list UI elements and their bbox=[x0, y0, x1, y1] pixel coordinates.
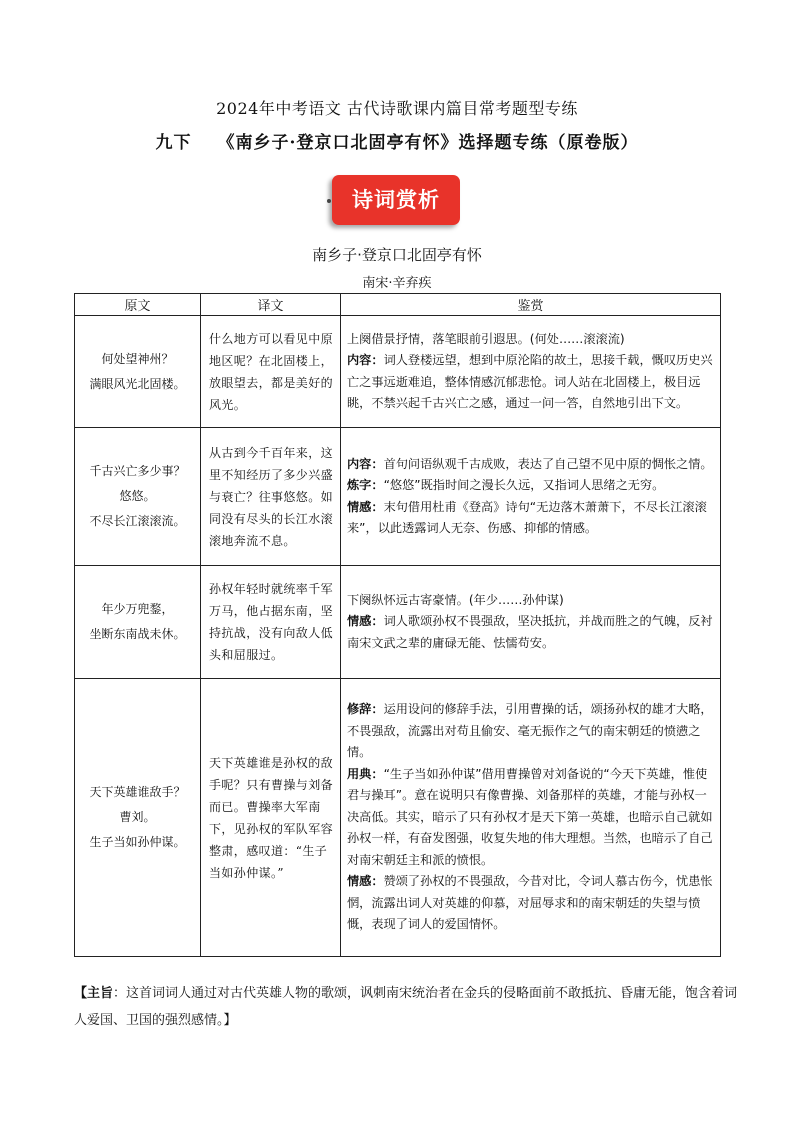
appreciation-label: 内容： bbox=[347, 353, 384, 367]
table-row bbox=[75, 566, 721, 679]
original-line: 生子当如孙仲谋。 bbox=[89, 835, 186, 849]
table-row bbox=[75, 428, 721, 566]
translation-cell: 从古到今千百年来，这里不知经历了多少兴盛与衰亡？往事悠悠。如同没有尽头的长江水滚滚地奔流不息。 bbox=[201, 428, 341, 566]
section-badge bbox=[332, 175, 460, 225]
original-line: 不尽长江滚滚流。 bbox=[89, 514, 186, 528]
appreciation-label: 炼字： bbox=[347, 478, 384, 492]
original-cell bbox=[75, 428, 201, 566]
appreciation-label: 情感： bbox=[347, 874, 384, 889]
translation-cell: 孙权年轻时就统率千军万马，他占据东南，坚持抗战，没有向敌人低头和屈服过。 bbox=[201, 566, 341, 679]
appreciation-label: 用典： bbox=[347, 766, 384, 781]
appreciation-text: 首句问语纵观千古成败，表达了自己望不见中原的惆怅之情。 bbox=[383, 456, 713, 471]
original-line: 年少万兜鍪， bbox=[101, 602, 174, 616]
original-cell bbox=[75, 316, 201, 428]
appreciation-text: 词人登楼远望，想到中原沦陷的故土，思接千载，慨叹历史兴亡之事远逝难追，整体情感沉郁悲怆。词人站在北固楼上，极目远眺，不禁兴起千古兴亡之感，通过一问一答，自然地引出下文。 bbox=[347, 353, 713, 410]
lesson-label: 九下 bbox=[155, 133, 192, 153]
theme-text: ：这首词词人通过对古代英雄人物的歌颂，讽刺南宋统治者在金兵的侵略面前不敢抵抗、昏庸无能，饱含着词人爱国、卫国的强烈感情。】 bbox=[74, 986, 738, 1028]
appreciation-text: 下阕纵怀远古寄豪情。(年少……孙仲谋) bbox=[347, 592, 564, 607]
table-row bbox=[75, 316, 721, 428]
header-original: 原文 bbox=[75, 294, 201, 316]
appreciation-cell bbox=[341, 316, 721, 428]
appreciation-text: “生子当如孙仲谋”借用曹操曾对刘备说的“今天下英雄，惟使君与操耳”。意在说明只有像曹操、刘备那样的英雄，才能与孙权一决高低。其实，暗示了只有孙权才是天下第一英雄，也暗示自己就如孙权一样，有奋发图强，收复失地的伟大理想。当然，也暗示了自己对南宋朝廷主和派的愤恨。 bbox=[347, 766, 713, 867]
document-title: 2024年中考语文 古代诗歌课内篇目常考题型专练 bbox=[216, 99, 578, 118]
theme-summary bbox=[74, 980, 742, 1034]
appreciation-text: 末句借用杜甫《登高》诗句“无边落木萧萧下，不尽长江滚滚来”，以此透露词人无奈、伤感、抑郁的情感。 bbox=[347, 499, 707, 535]
theme-label: 【主旨 bbox=[74, 986, 114, 1001]
appreciation-text: 赞颂了孙权的不畏强敌，今昔对比，令词人慕古伤今，忧患怅惘，流露出词人对英雄的仰慕，对屈辱求和的南宋朝廷的失望与愤慨，表现了词人的爱国情怀。 bbox=[347, 874, 713, 932]
translation-cell: 天下英雄谁是孙权的敌手呢？只有曹操与刘备而已。曹操率大军南下，见孙权的军队军容整肃，感叹道：“生子当如孙仲谋。” bbox=[201, 679, 341, 957]
table-row bbox=[75, 679, 721, 957]
table-header-row bbox=[75, 294, 721, 316]
original-line: 悠悠。 bbox=[119, 489, 156, 503]
original-cell bbox=[75, 566, 201, 679]
bullet-dot bbox=[327, 199, 331, 203]
original-line: 满眼风光北固楼。 bbox=[89, 376, 186, 391]
appreciation-label: 情感： bbox=[347, 614, 384, 629]
header-translation: 译文 bbox=[201, 294, 341, 316]
original-line: 何处望神州？ bbox=[101, 351, 174, 366]
original-line: 天下英雄谁敌手？ bbox=[89, 785, 186, 799]
appreciation-label: 修辞： bbox=[347, 702, 384, 717]
appreciation-text: “悠悠”既指时间之漫长久远，又指词人思绪之无穷。 bbox=[383, 478, 665, 492]
section-badge-label: 诗词赏析 bbox=[332, 175, 460, 225]
appreciation-cell bbox=[341, 566, 721, 679]
translation-cell: 什么地方可以看见中原地区呢？在北固楼上，放眼望去，都是美好的风光。 bbox=[201, 316, 341, 428]
original-cell bbox=[75, 679, 201, 957]
poem-analysis-table bbox=[74, 293, 721, 957]
original-line: 曹刘。 bbox=[119, 810, 156, 824]
original-line: 千古兴亡多少事？ bbox=[89, 464, 186, 478]
appreciation-label: 情感： bbox=[347, 499, 384, 514]
subtitle-text: 《南乡子·登京口北固亭有怀》选择题专练（原卷版） bbox=[217, 133, 639, 153]
appreciation-text: 上阕借景抒情，落笔眼前引遐思。(何处……滚滚流) bbox=[347, 331, 625, 346]
poem-author: 南宋·辛弃疾 bbox=[362, 276, 432, 291]
appreciation-text: 词人歌颂孙权不畏强敌，坚决抵抗，并战而胜之的气魄，反衬南宋文武之辈的庸碌无能、怯懦苟安。 bbox=[347, 614, 713, 650]
header-appreciation: 鉴赏 bbox=[341, 294, 721, 316]
appreciation-cell bbox=[341, 679, 721, 957]
appreciation-label: 内容： bbox=[347, 456, 384, 471]
appreciation-text: 运用设问的修辞手法，引用曹操的话，颂扬孙权的雄才大略，不畏强敌，流露出对苟且偷安、毫无振作之气的南宋朝廷的愤懑之情。 bbox=[347, 702, 713, 760]
original-line: 坐断东南战未休。 bbox=[89, 627, 186, 641]
document-subtitle bbox=[0, 128, 794, 153]
appreciation-cell bbox=[341, 428, 721, 566]
poem-title: 南乡子·登京口北固亭有怀 bbox=[312, 246, 482, 264]
